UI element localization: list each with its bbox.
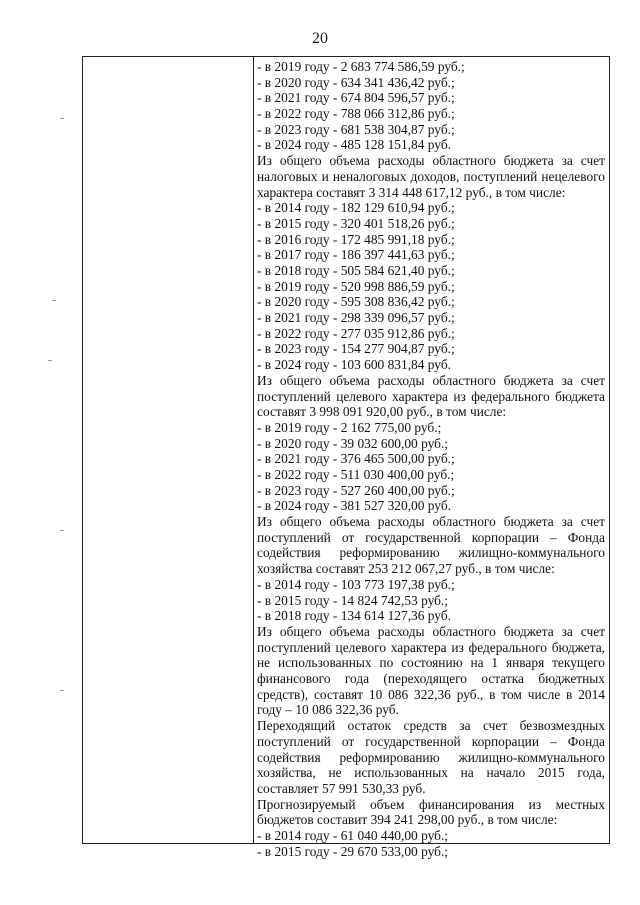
list-item: - в 2022 году - 788 066 312,86 руб.;: [257, 106, 455, 122]
list-item: - в 2021 году - 298 339 096,57 руб.;: [257, 310, 455, 326]
list-item: - в 2024 году - 485 128 151,84 руб.: [257, 137, 451, 153]
list-item: - в 2015 году - 29 670 533,00 руб.;: [257, 843, 448, 859]
list-item: - в 2024 году - 103 600 831,84 руб.: [257, 357, 451, 373]
list-item: - в 2015 году - 320 401 518,26 руб.;: [257, 215, 455, 231]
list-item: - в 2017 году - 186 397 441,63 руб.;: [257, 247, 455, 263]
scan-mark: [52, 300, 56, 301]
list-item: - в 2019 году - 2 683 774 586,59 руб.;: [257, 59, 465, 74]
list-item: - в 2015 году - 14 824 742,53 руб.;: [257, 592, 448, 608]
list-item: - в 2016 году - 172 485 991,18 руб.;: [257, 231, 455, 247]
column-divider: [253, 57, 254, 843]
list-item: - в 2021 году - 376 465 500,00 руб.;: [257, 451, 455, 467]
paragraph: Из общего объема расходы областного бюджета за счет поступлений целевого характера из федерального бюджета составят 3 998 091 920,00 руб., в том числе:: [257, 372, 605, 420]
list-item: - в 2020 году - 39 032 600,00 руб.;: [257, 435, 448, 451]
paragraph: Из общего объема расходы областного бюджета за счет поступлений целевого характера из федерального бюджета, не использованных по состоянию на 1 января текущего финансового года (переходящего остатка бюджетных средств), составят 10 086 322,36 руб., в том числе в 2014 году – 10 086 322,36 руб.: [257, 623, 605, 718]
list-item: - в 2023 году - 154 277 904,87 руб.;: [257, 341, 455, 357]
table-cell-text: [257, 59, 605, 859]
page-number: 20: [312, 30, 328, 47]
list-item: - в 2014 году - 61 040 440,00 руб.;: [257, 828, 448, 844]
paragraph: Прогнозируемый объем финансирования из местных бюджетов составит 394 241 298,00 руб., в том числе:: [257, 796, 605, 828]
document-table: [82, 56, 610, 859]
list-item: - в 2022 году - 277 035 912,86 руб.;: [257, 325, 455, 341]
list-item: - в 2024 году - 381 527 320,00 руб.: [257, 498, 451, 514]
paragraph: Переходящий остаток средств за счет безвозмездных поступлений от государственной корпорации – Фонда содействия реформированию жилищно-коммунального хозяйства, не использованных на начало 2015 года, составляет 57 991 530,33 руб.: [257, 718, 605, 796]
scan-mark: [60, 530, 64, 531]
scan-mark: [48, 360, 52, 361]
scan-mark: [60, 118, 64, 119]
scan-mark: [60, 690, 64, 691]
list-item: - в 2018 году - 505 584 621,40 руб.;: [257, 262, 455, 278]
list-item: - в 2020 году - 634 341 436,42 руб.;: [257, 74, 455, 90]
list-item: - в 2020 году - 595 308 836,42 руб.;: [257, 294, 455, 310]
list-item: - в 2023 году - 527 260 400,00 руб.;: [257, 482, 455, 498]
list-item: - в 2022 году - 511 030 400,00 руб.;: [257, 466, 455, 482]
paragraph: Из общего объема расходы областного бюджета за счет налоговых и неналоговых доходов, поступлений нецелевого характера составят 3 314 448 617,12 руб., в том числе:: [257, 153, 605, 200]
list-item: - в 2021 году - 674 804 596,57 руб.;: [257, 90, 455, 106]
list-item: - в 2019 году - 520 998 886,59 руб.;: [257, 278, 455, 294]
list-item: - в 2018 году - 134 614 127,36 руб.: [257, 608, 451, 624]
paragraph: Из общего объема расходы областного бюджета за счет поступлений от государственной корпорации – Фонда содействия реформированию жилищно-коммунального хозяйства составят 253 212 067,27 руб., в том числе:: [257, 514, 605, 577]
list-item: - в 2019 году - 2 162 775,00 руб.;: [257, 419, 442, 435]
list-item: - в 2014 году - 103 773 197,38 руб.;: [257, 576, 455, 592]
list-item: - в 2023 году - 681 538 304,87 руб.;: [257, 121, 455, 137]
list-item: - в 2014 году - 182 129 610,94 руб.;: [257, 200, 455, 216]
